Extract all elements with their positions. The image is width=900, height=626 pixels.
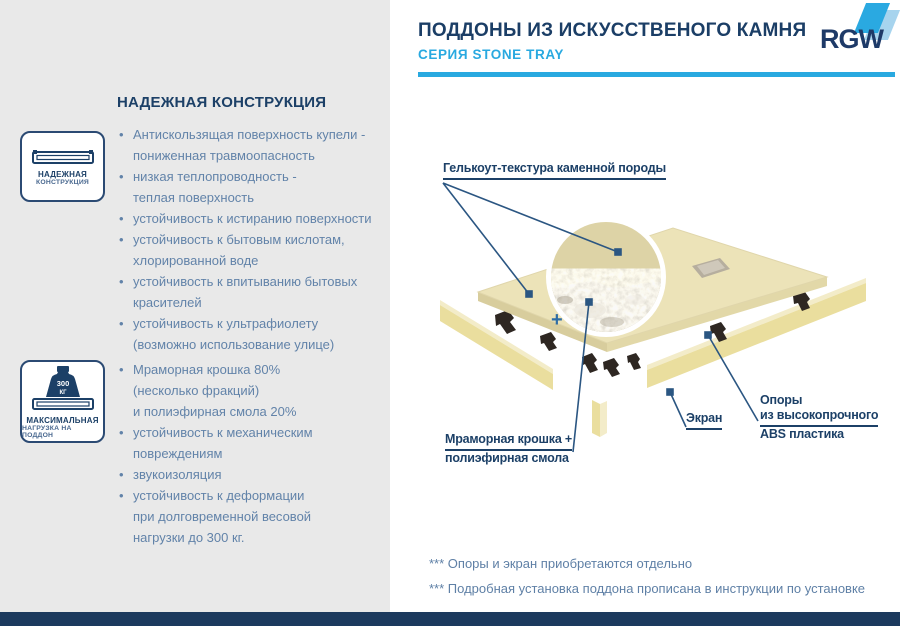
feature-list-surface (117, 124, 385, 355)
badge-label-line2: НАГРУЗКА НА ПОДДОН (22, 424, 72, 439)
screen-corner-piece (592, 400, 607, 437)
left-info-panel (0, 0, 390, 626)
feature-item: • устойчивость к деформации при долговременной весовой нагрузки до 300 кг. (117, 485, 385, 548)
feature-list-material (117, 359, 385, 548)
page-title: ПОДДОНЫ ИЗ ИСКУССТВЕНОГО КАМНЯ (418, 20, 807, 41)
callout-supports: Опоры из высокопрочного ABS пластика (760, 393, 879, 441)
feature-item: • устойчивость к впитыванию бытовых красителей (117, 271, 385, 313)
badge-label-line2: КОНСТРУКЦИЯ (36, 179, 89, 186)
max-load-badge (20, 360, 105, 443)
feature-item: • Антискользящая поверхность купели - пониженная травмоопасность (117, 124, 385, 166)
bottom-bar (0, 612, 900, 626)
feature-item: • звукоизоляция (117, 464, 385, 485)
callout-gelcoat: Гелькоут-текстура каменной породы (443, 161, 666, 180)
feature-item: • устойчивость к бытовым кислотам, хлорированной воде (117, 229, 385, 271)
plus-sign: + (551, 309, 563, 331)
callout-screen: Экран (686, 411, 722, 430)
rgw-logo (818, 0, 900, 62)
feature-item: • Мраморная крошка 80% (несколько фракций) и полиэфирная смола 20% (117, 359, 385, 422)
panel-title: НАДЕЖНАЯ КОНСТРУКЦИЯ (117, 94, 327, 111)
feature-item: • устойчивость к механическим повреждениям (117, 422, 385, 464)
badge-label-line1: МАКСИМАЛЬНАЯ (26, 415, 99, 425)
feature-item: • устойчивость к ультрафиолету (возможно использование улице) (117, 313, 385, 355)
reliable-construction-badge (20, 131, 105, 202)
weight-icon (32, 365, 94, 413)
series-subtitle: СЕРИЯ STONE TRAY (418, 47, 565, 62)
feature-item: • низкая теплопроводность - теплая поверхность (117, 166, 385, 208)
footnote: *** Подробная установка поддона прописана в инструкции по установке (429, 581, 866, 596)
header-divider (418, 72, 895, 77)
callout-marble: Мраморная крошка + полиэфирная смола (445, 432, 572, 465)
svg-text:300: 300 (56, 378, 69, 388)
footnote: *** Опоры и экран приобретаются отдельно (429, 556, 693, 571)
feature-item: • устойчивость к истиранию поверхности (117, 208, 385, 229)
badge-label-line1: НАДЕЖНАЯ (37, 170, 88, 179)
tray-profile-icon (32, 147, 94, 167)
svg-text:КГ: КГ (58, 389, 67, 396)
logo-text: RGW (820, 24, 883, 54)
